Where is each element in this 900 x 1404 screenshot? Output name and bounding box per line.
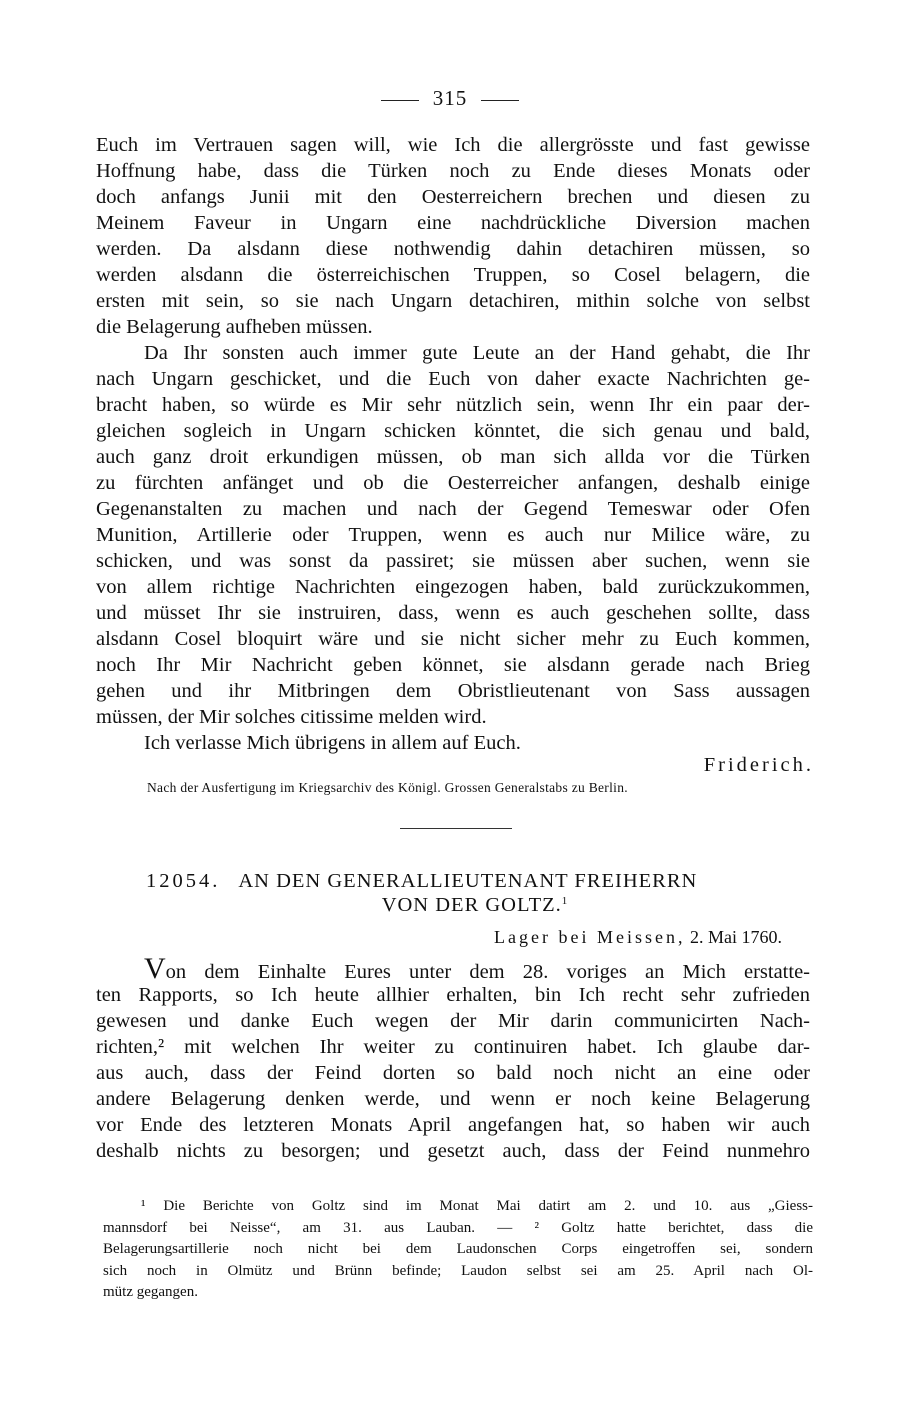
text-line-content: gewesen und danke Euch wegen der Mir darin communicirten Nach- xyxy=(96,1010,810,1032)
text-line xyxy=(96,982,810,1008)
footnote-line xyxy=(103,1282,813,1304)
footnote-line-content: mannsdorf bei Neisse“, am 31. aus Lauban. — ² Goltz hatte berichtet, dass die xyxy=(103,1219,813,1236)
text-line xyxy=(96,1138,810,1164)
footnote-line xyxy=(103,1218,813,1240)
text-line xyxy=(96,288,810,314)
text-line-content: müssen, der Mir solches citissime melden wird. xyxy=(96,706,487,728)
text-line-content: Hoffnung habe, dass die Türken noch zu Ende dieses Monats oder xyxy=(96,160,810,182)
text-line xyxy=(96,952,810,985)
text-line-content: nach Ungarn geschicket, und die Euch von daher exacte Nachrichten ge- xyxy=(96,368,810,390)
footnote-line xyxy=(103,1239,813,1261)
text-line-content: ten Rapports, so Ich heute allhier erhalten, bin Ich recht sehr zufrieden xyxy=(96,984,810,1006)
text-line-content: werden. Da alsdann diese nothwendig dahin detachiren müssen, so xyxy=(96,238,810,260)
text-line xyxy=(96,652,810,678)
footnote-line xyxy=(103,1261,813,1283)
dateline-place: Lager bei Meissen, xyxy=(494,927,686,947)
text-line-content: zu fürchten anfänget und ob die Oesterreicher anfangen, deshalb einige xyxy=(96,472,810,494)
text-line xyxy=(96,314,810,340)
text-line xyxy=(96,392,810,418)
text-line xyxy=(96,236,810,262)
text-line-content: Munition, Artillerie oder Truppen, wenn es auch nur Milice wäre, zu xyxy=(96,524,810,546)
text-line xyxy=(96,1086,810,1112)
footnotes xyxy=(103,1196,813,1304)
page-number: 315 xyxy=(432,86,468,110)
text-line xyxy=(96,704,810,730)
text-line-content: und müsset Ihr sie instruiren, dass, wenn es auch geschehen sollte, dass xyxy=(96,602,810,624)
text-line xyxy=(96,470,810,496)
letter-heading-line2-wrap xyxy=(0,894,900,917)
text-line xyxy=(96,262,810,288)
footnote-line-content: ¹ Die Berichte von Goltz sind im Monat Mai datirt am 2. und 10. aus „Giess- xyxy=(141,1198,813,1214)
text-line xyxy=(96,600,810,626)
text-line-content: Euch im Vertrauen sagen will, wie Ich die allergrösste und fast gewisse xyxy=(96,134,810,156)
text-line xyxy=(96,1060,810,1086)
page-header xyxy=(0,86,900,111)
text-line-content: vor Ende des letzteren Monats April angefangen hat, so haben wir auch xyxy=(96,1114,810,1136)
text-line-content: ersten mit sein, so sie nach Ungarn detachiren, mithin solche von selbst xyxy=(96,290,810,312)
text-line-content: gleichen sogleich in Ungarn schicken könntet, die sich genau und bald, xyxy=(96,420,810,442)
letter-number: 12054. xyxy=(146,870,221,892)
letter-heading-line1: AN DEN GENERALLIEUTENANT FREIHERRN xyxy=(238,870,698,892)
text-line xyxy=(96,418,810,444)
text-line-content: werden alsdann die österreichischen Truppen, so Cosel belagern, die xyxy=(96,264,810,286)
text-line-content: auch ganz droit erkundigen müssen, ob man sich allda vor die Türken xyxy=(96,446,810,468)
text-line-content: alsdann Cosel bloquirt wäre und sie nicht sicher mehr zu Euch kommen, xyxy=(96,628,810,650)
text-line xyxy=(96,496,810,522)
text-line-content: deshalb nichts zu besorgen; und gesetzt auch, dass der Feind nunmehro xyxy=(96,1140,810,1162)
text-line xyxy=(96,1112,810,1138)
dateline-date: 2. Mai 1760. xyxy=(690,927,782,947)
section-divider xyxy=(400,828,512,829)
text-line xyxy=(96,1034,810,1060)
text-line-content: Von dem Einhalte Eures unter dem 28. voriges an Mich erstatte- xyxy=(144,952,810,985)
letter-body xyxy=(96,952,810,1164)
footnote-line xyxy=(103,1196,813,1218)
text-line-content: gehen und ihr Mitbringen dem Obristlieutenant von Sass aussagen xyxy=(96,680,810,702)
header-dash-right xyxy=(481,100,519,101)
text-line xyxy=(96,366,810,392)
text-line xyxy=(96,730,810,756)
text-line xyxy=(96,132,810,158)
text-line-content: Meinem Faveur in Ungarn eine nachdrückliche Diversion machen xyxy=(96,212,810,234)
text-line-content: richten,² mit welchen Ihr weiter zu continuiren habet. Ich glaube dar- xyxy=(96,1036,810,1058)
heading-footnote-mark: 1 xyxy=(561,895,569,907)
text-line xyxy=(96,340,810,366)
text-line xyxy=(96,1008,810,1034)
signature: Friderich. xyxy=(703,754,814,776)
text-line xyxy=(96,678,810,704)
letter-heading-line2: VON DER GOLTZ. xyxy=(381,894,562,916)
footnote-line-content: mütz gegangen. xyxy=(103,1284,198,1300)
text-line xyxy=(96,548,810,574)
text-line-content: aus auch, dass der Feind dorten so bald noch nicht an eine oder xyxy=(96,1062,810,1084)
footnote-line-content: Belagerungsartillerie noch nicht bei dem Laudonschen Corps eingetroffen sei, sondern xyxy=(103,1241,813,1257)
source-note: Nach der Ausfertigung im Kriegsarchiv des Königl. Grossen Generalstabs zu Berlin. xyxy=(147,780,628,795)
header-dash-left xyxy=(381,100,419,101)
text-line xyxy=(96,210,810,236)
text-line-content: schicken, und was sonst da passiret; sie müssen aber suchen, wenn sie xyxy=(96,550,810,572)
text-line xyxy=(96,158,810,184)
text-line-content: bracht haben, so würde es Mir sehr nützlich sein, wenn Ihr ein paar der- xyxy=(96,394,810,416)
footnote-line-content: sich noch in Olmütz und Brünn befinde; Laudon selbst sei am 25. April nach Ol- xyxy=(103,1262,813,1279)
text-line-content: Da Ihr sonsten auch immer gute Leute an der Hand gehabt, die Ihr xyxy=(144,342,810,364)
text-line-content: noch Ihr Mir Nachricht geben könnet, sie alsdann gerade nach Brieg xyxy=(96,654,810,676)
letter-heading xyxy=(146,870,768,893)
text-line xyxy=(96,184,810,210)
text-line-content: doch anfangs Junii mit den Oesterreichern brechen und diesen zu xyxy=(96,186,810,208)
text-line xyxy=(96,444,810,470)
text-line-content: Ich verlasse Mich übrigens in allem auf Euch. xyxy=(144,732,521,754)
text-line-content: Gegenanstalten zu machen und nach der Gegend Temeswar oder Ofen xyxy=(96,498,810,520)
text-line xyxy=(96,626,810,652)
text-line-content: die Belagerung aufheben müssen. xyxy=(96,316,373,338)
letter-body-continued xyxy=(96,132,810,756)
text-line-content: andere Belagerung denken werde, und wenn er noch keine Belagerung xyxy=(96,1088,810,1110)
dateline xyxy=(494,927,782,948)
text-line-content: von allem richtige Nachrichten eingezogen haben, bald zurückzukommen, xyxy=(96,576,810,598)
text-line xyxy=(96,522,810,548)
text-line xyxy=(96,574,810,600)
